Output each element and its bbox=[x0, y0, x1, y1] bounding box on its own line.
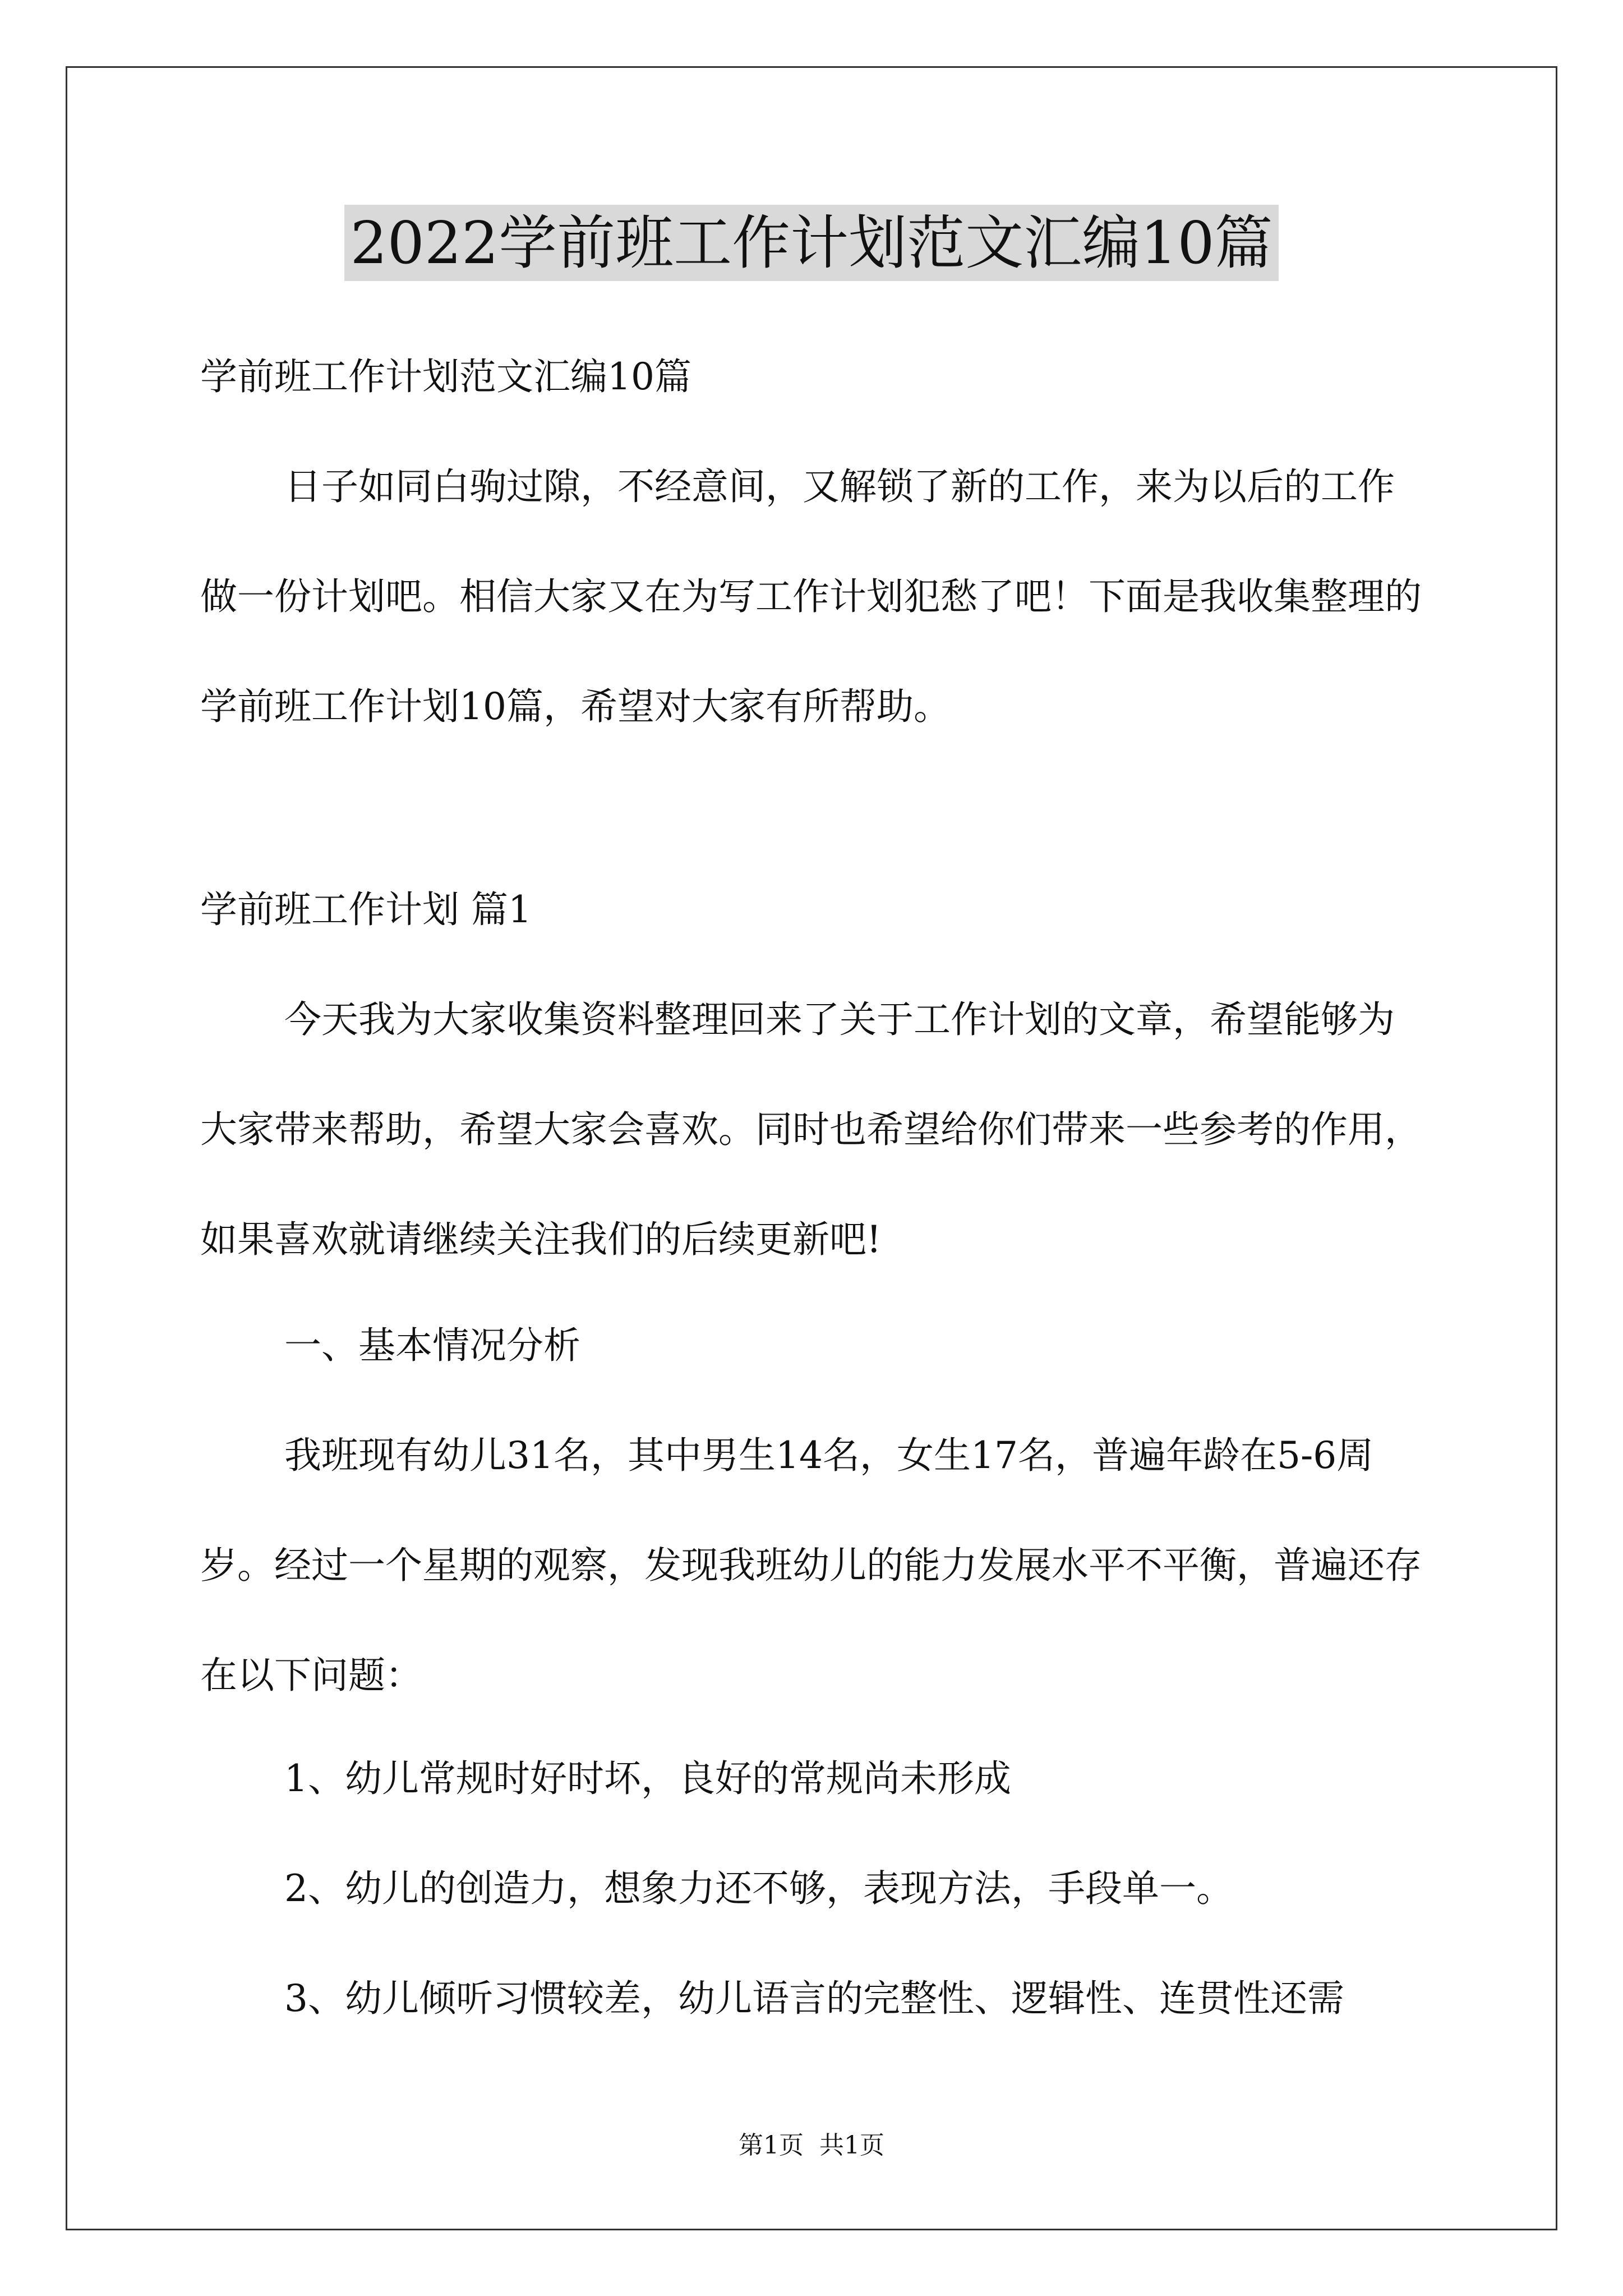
page-footer bbox=[0, 2129, 1623, 2162]
title-container bbox=[0, 205, 1623, 281]
list-item: 3、幼儿倾听习惯较差，幼儿语言的完整性、逻辑性、连贯性还需 bbox=[284, 1977, 1344, 2020]
analysis-paragraph: 我班现有幼儿31名，其中男生14名，女生17名，普遍年龄在5-6周岁。经过一个星期的观察，发现我班幼儿的能力发展水平不平衡，普遍还存在以下问题： bbox=[200, 1434, 1422, 1697]
heading-basic-analysis: 一、基本情况分析 bbox=[284, 1324, 580, 1367]
section-intro-paragraph: 今天我为大家收集资料整理回来了关于工作计划的文章，希望能够为大家带来帮助，希望大家会喜欢。同时也希望给你们带来一些参考的作用，如果喜欢就请继续关注我们的后续更新吧! bbox=[200, 998, 1422, 1261]
page-number: 第1页 bbox=[739, 2131, 804, 2160]
section-heading: 学前班工作计划 篇1 bbox=[200, 888, 532, 931]
list-item: 1、幼儿常规时好时坏，良好的常规尚未形成 bbox=[284, 1757, 1011, 1800]
document-title: 2022学前班工作计划范文汇编10篇 bbox=[344, 205, 1278, 281]
intro-paragraph: 日子如同白驹过隙，不经意间，又解锁了新的工作，来为以后的工作做一份计划吧。相信大家又在为写工作计划犯愁了吧！下面是我收集整理的学前班工作计划10篇，希望对大家有所帮助。 bbox=[200, 465, 1422, 728]
page-total: 共1页 bbox=[819, 2131, 884, 2160]
document-subtitle: 学前班工作计划范文汇编10篇 bbox=[200, 355, 691, 398]
list-item: 2、幼儿的创造力，想象力还不够，表现方法，手段单一。 bbox=[284, 1867, 1233, 1910]
